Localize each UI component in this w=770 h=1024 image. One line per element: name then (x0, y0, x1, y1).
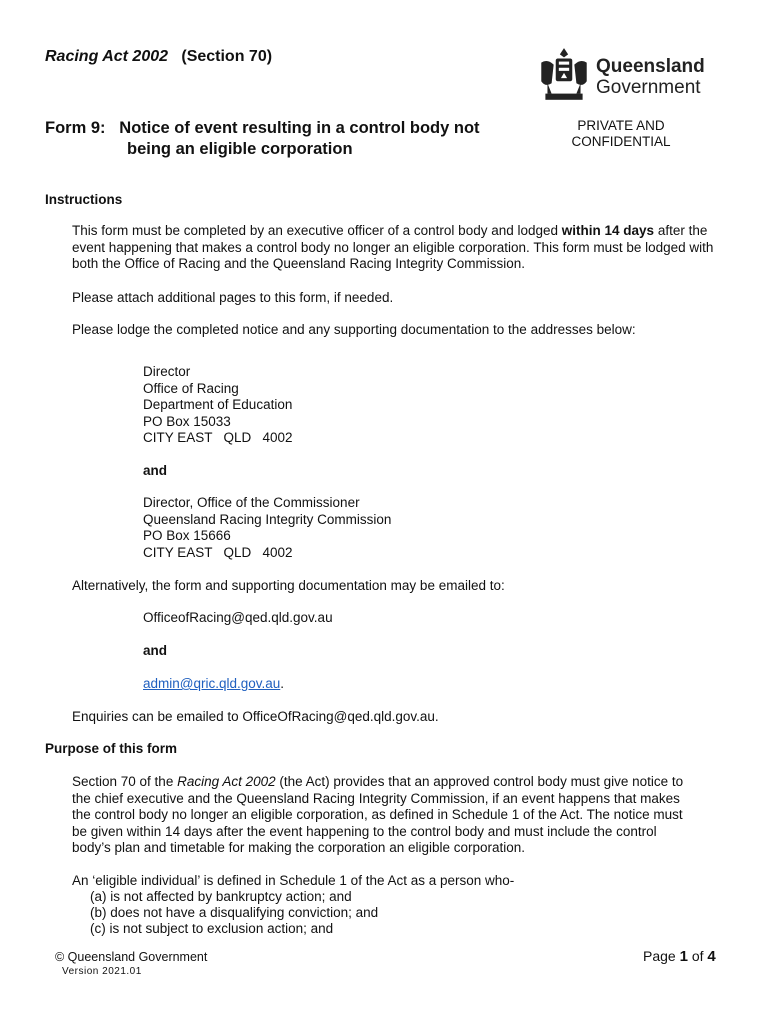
confidential-line: CONFIDENTIAL (571, 134, 671, 149)
private-confidential-label (556, 118, 686, 150)
page-indicator (643, 948, 716, 965)
purpose-paragraph-1 (72, 774, 692, 857)
p1-bold: within 14 days (561, 223, 655, 238)
address-line: Director (143, 364, 191, 379)
email-qric-link[interactable]: admin@qric.qld.gov.au (143, 676, 281, 691)
address-line: CITY EAST QLD 4002 (143, 430, 293, 445)
act-title (45, 48, 272, 66)
logo-government: Government (596, 77, 701, 98)
form-title-line2: being an eligible corporation (127, 140, 353, 158)
of-word: of (691, 948, 704, 964)
page-word: Page (643, 948, 676, 964)
page-number: 1 (679, 948, 688, 965)
address-line: CITY EAST QLD 4002 (143, 544, 293, 560)
address-line: PO Box 15033 (143, 413, 231, 429)
address-line: Office of Racing (143, 380, 239, 396)
purpose-p1-text-after: (the Act) provides that an approved control body must give notice to the chief executive and the Queensland Racing Integrity Commission, if an event happens that makes the control body no longer an eligible corporation, as defined in Schedule 1 of the Act. The notice must be given within 14 days after the event happening to the control body and must include the control body’s plan and timetable for making the corporation an eligible corporation. (72, 774, 684, 855)
footer-copyright: © Queensland Government (55, 950, 208, 964)
p1-text: This form must be completed by an executive officer of a control body and lodged (72, 223, 562, 238)
address-line: Director, Office of the Commissioner (143, 495, 360, 510)
list-item: (c) is not subject to exclusion action; and (90, 921, 334, 936)
address-line: Department of Education (143, 397, 293, 412)
email-qric-line (143, 676, 284, 693)
purpose-p1-italic: Racing Act 2002 (177, 774, 276, 789)
footer-version: Version 2021.01 (62, 966, 142, 977)
email-suffix: . (280, 676, 285, 691)
purpose-heading: Purpose of this form (45, 741, 178, 756)
list-item: (b) does not have a disqualifying conviction; and (90, 905, 379, 920)
act-section: (Section 70) (181, 48, 273, 65)
purpose-p1-text: Section 70 of the (72, 774, 178, 789)
form-title (45, 118, 480, 160)
enquiries-text: Enquiries can be emailed to OfficeOfRacing@qed.qld.gov.au. (72, 709, 439, 724)
address-line: PO Box 15666 (143, 528, 231, 543)
form-label: Form 9: (45, 119, 106, 137)
instructions-paragraph-3: Please lodge the completed notice and any supporting documentation to the addresses below: (72, 322, 636, 337)
act-name: Racing Act 2002 (45, 48, 169, 65)
address-line: Queensland Racing Integrity Commission (143, 511, 392, 527)
alternative-email-text: Alternatively, the form and supporting documentation may be emailed to: (72, 578, 505, 593)
p1-text-after: after the event happening that makes a control body no longer an eligible corporation. This form must be lodged with both the Office of Racing and the Queensland Racing Integrity Commission. (72, 223, 714, 271)
instructions-paragraph-1 (72, 223, 732, 273)
government-logo-text (596, 56, 705, 98)
address-qric (143, 495, 391, 561)
instructions-heading: Instructions (45, 192, 123, 207)
queensland-coat-of-arms-icon (532, 44, 596, 106)
address-office-of-racing (143, 364, 293, 447)
form-title-line1: Notice of event resulting in a control body not (119, 119, 480, 137)
and-separator-1: and (143, 463, 168, 478)
private-line: PRIVATE AND (577, 118, 665, 133)
instructions-paragraph-2: Please attach additional pages to this form, if needed. (72, 290, 394, 305)
list-item: (a) is not affected by bankruptcy action; and (90, 889, 352, 904)
and-separator-2: and (143, 643, 168, 658)
page-total: 4 (707, 948, 716, 965)
logo-queensland: Queensland (596, 56, 705, 77)
purpose-paragraph-2: An ‘eligible individual’ is defined in Schedule 1 of the Act as a person who- (72, 873, 515, 888)
email-office-of-racing: OfficeofRacing@qed.qld.gov.au (143, 610, 333, 625)
